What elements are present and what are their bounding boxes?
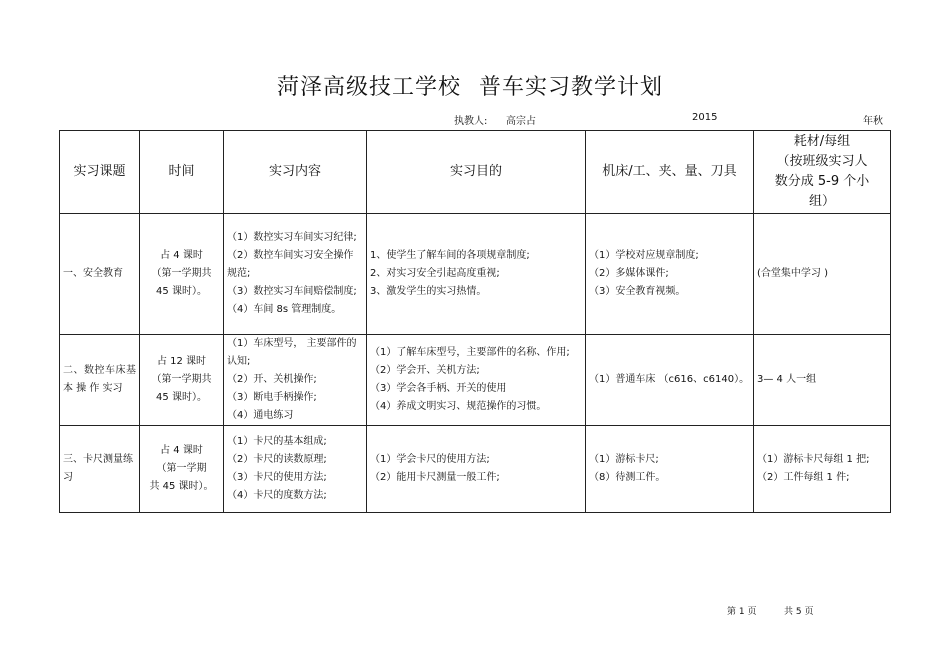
- cell-purpose: [367, 214, 586, 335]
- teacher-name: 高宗占: [506, 116, 536, 127]
- cell-content: [224, 426, 367, 513]
- cell-line: 3— 4 人一组: [757, 374, 817, 385]
- cell-topic: 一、安全教育: [60, 214, 140, 335]
- cell-line: （1）学校对应规章制度;: [589, 250, 699, 261]
- cell-line: （3）学会各手柄、开关的使用: [370, 383, 507, 394]
- title-plan: 普车实习教学计划: [479, 75, 664, 100]
- teaching-plan-table: [59, 130, 891, 513]
- cell-consumables: [754, 335, 891, 426]
- header-consumables-line: 耗材/每组: [793, 134, 851, 149]
- cell-line: 占 12 课时: [156, 356, 207, 367]
- cell-line: （4）养成文明实习、规范操作的习惯。: [370, 401, 547, 412]
- header-topic: 实习课题: [60, 131, 140, 214]
- cell-line: （1）了解车床型号，主要部件的名称、作用;: [370, 347, 570, 358]
- cell-consumables: [754, 214, 891, 335]
- cell-line: （2）数控车间实习安全操作规范;: [227, 250, 354, 279]
- cell-consumables: [754, 426, 891, 513]
- cell-line: 占 4 课时: [160, 445, 203, 456]
- cell-line: （3）卡尺的使用方法;: [227, 472, 327, 483]
- document-title: [0, 70, 940, 101]
- cell-content: [224, 335, 367, 426]
- plan-year: 2015: [692, 112, 718, 123]
- cell-line: （8）待测工件。: [589, 472, 666, 483]
- teacher-label: 执教人:: [454, 116, 488, 127]
- cell-line: （2）开、关机操作;: [227, 374, 317, 385]
- cell-line: （第一学期共: [151, 268, 212, 279]
- cell-line: （1）游标卡尺;: [589, 454, 659, 465]
- table-row: [60, 426, 891, 513]
- page-total: 共 5 页: [784, 607, 814, 617]
- cell-line: （4）车间 8s 管理制度。: [227, 304, 342, 315]
- header-consumables-line: （按班级实习人: [776, 154, 868, 169]
- header-time: 时间: [140, 131, 224, 214]
- header-consumables-line: 组）: [808, 194, 835, 209]
- cell-line: （第一学期: [156, 463, 207, 474]
- cell-time: [140, 214, 224, 335]
- table-header-row: [60, 131, 891, 214]
- cell-line: （2）工件每组 1 件;: [757, 472, 850, 483]
- header-consumables-line: 数分成 5-9 个小: [774, 174, 870, 189]
- cell-line: （3）数控实习车间赔偿制度;: [227, 286, 357, 297]
- cell-line: 1、使学生了解车间的各项规章制度;: [370, 250, 530, 261]
- cell-line: 共 45 课时）。: [149, 481, 214, 492]
- title-school: 菏泽高级技工学校: [276, 75, 461, 100]
- cell-topic: 二、数控车床基 本 操 作 实习: [60, 335, 140, 426]
- cell-line: （2）卡尺的读数原理;: [227, 454, 327, 465]
- cell-line: （4）通电练习: [227, 410, 294, 421]
- cell-line: （1）数控实习车间实习纪律;: [227, 232, 357, 243]
- cell-line: （3）安全教育视频。: [589, 286, 686, 297]
- cell-topic: 三、卡尺测量练习: [60, 426, 140, 513]
- cell-tools: [586, 335, 754, 426]
- cell-line: 占 4 课时: [160, 250, 203, 261]
- cell-line: (合堂集中学习 ): [757, 268, 828, 279]
- cell-line: （1）学会卡尺的使用方法;: [370, 454, 490, 465]
- cell-line: 3、激发学生的实习热情。: [370, 286, 487, 297]
- cell-line: 45 课时）。: [156, 392, 207, 403]
- cell-line: （2）能用卡尺测量一般工件;: [370, 472, 500, 483]
- cell-line: （2）多媒体课件;: [589, 268, 669, 279]
- cell-tools: [586, 426, 754, 513]
- cell-line: （3）断电手柄操作;: [227, 392, 317, 403]
- cell-line: （第一学期共: [151, 374, 212, 385]
- cell-line: 45 课时）。: [156, 286, 207, 297]
- header-tools: 机床/工、夹、量、刀具: [586, 131, 754, 214]
- cell-line: （4）卡尺的度数方法;: [227, 490, 327, 501]
- table-row: [60, 335, 891, 426]
- cell-purpose: [367, 335, 586, 426]
- cell-line: 2、对实习安全引起高度重视;: [370, 268, 500, 279]
- cell-line: （1）车床型号， 主要部件的认知;: [227, 338, 357, 367]
- cell-line: （1）普通车床 （c616、c6140）。: [589, 374, 750, 385]
- header-purpose: 实习目的: [367, 131, 586, 214]
- table-row: [60, 214, 891, 335]
- plan-term: 年秋: [863, 116, 883, 127]
- cell-tools: [586, 214, 754, 335]
- page-number: 第 1 页: [727, 607, 757, 617]
- cell-content: [224, 214, 367, 335]
- header-content: 实习内容: [224, 131, 367, 214]
- cell-line: （1）卡尺的基本组成;: [227, 436, 327, 447]
- cell-purpose: [367, 426, 586, 513]
- cell-line: （2）学会开、关机方法;: [370, 365, 480, 376]
- header-consumables: [754, 131, 891, 214]
- cell-line: （1）游标卡尺每组 1 把;: [757, 454, 870, 465]
- cell-time: [140, 335, 224, 426]
- cell-time: [140, 426, 224, 513]
